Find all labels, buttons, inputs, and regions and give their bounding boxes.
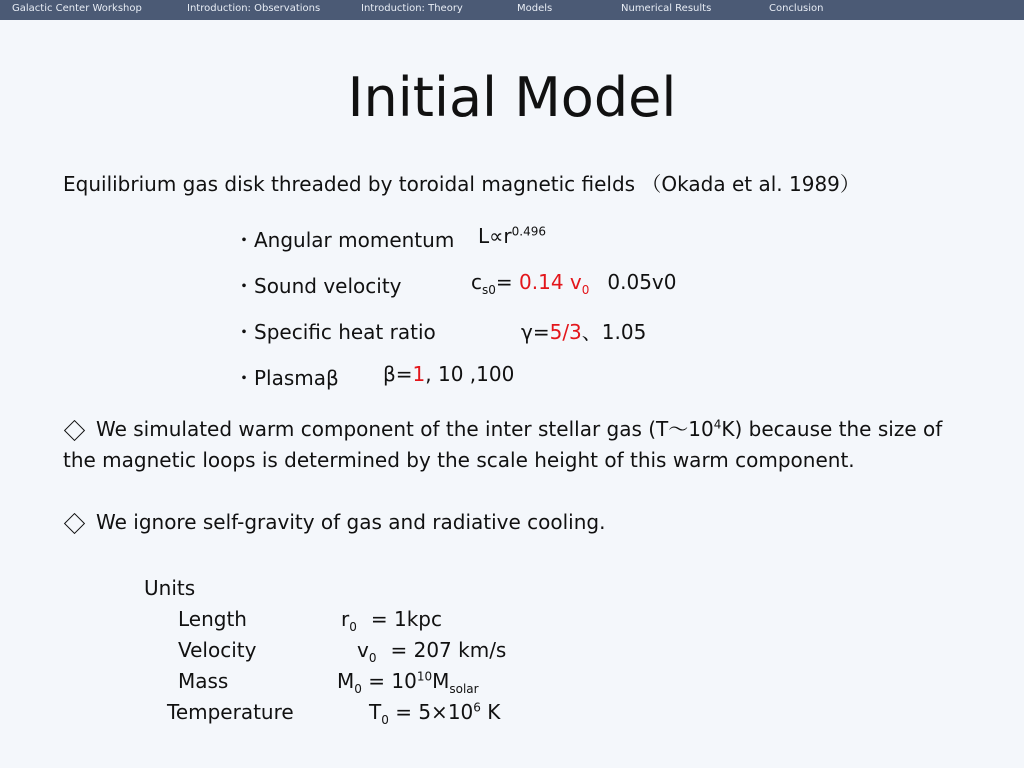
- sound-alt-value: 0.05v0: [607, 270, 677, 294]
- units-heading: Units: [144, 576, 196, 600]
- diamond-bullet-icon: [64, 419, 85, 440]
- units-temperature-label: Temperature: [167, 700, 294, 724]
- sound-c: c: [471, 270, 482, 294]
- mass-sub: 0: [354, 682, 362, 696]
- mass-symbol: M: [337, 669, 355, 693]
- bullet-self-gravity: [63, 507, 943, 538]
- nav-item-numerical-results[interactable]: Numerical Results: [621, 3, 712, 14]
- bullet-2-text: We ignore self-gravity of gas and radiative cooling.: [96, 510, 606, 534]
- velocity-sub: 0: [368, 651, 377, 665]
- length-sub: 0: [349, 620, 357, 634]
- units-velocity-value: [357, 638, 507, 665]
- param-beta-value: [383, 362, 514, 386]
- bullet-1-text-a: We simulated warm component of the inter stellar gas (T～10: [96, 417, 714, 441]
- nav-item-intro-observations[interactable]: Introduction: Observations: [187, 3, 321, 14]
- length-symbol: r: [341, 607, 350, 631]
- nav-item-conclusion[interactable]: Conclusion: [769, 3, 824, 14]
- sound-eq: =: [495, 270, 520, 294]
- sound-c-sub: s0: [482, 283, 496, 297]
- sound-selected-value: 0.14 v: [519, 270, 582, 294]
- units-mass-label: Mass: [178, 669, 229, 693]
- nav-item-intro-theory[interactable]: Introduction: Theory: [361, 3, 463, 14]
- units-length-label: Length: [178, 607, 247, 631]
- param-beta-label: ・Plasmaβ: [234, 366, 339, 390]
- temperature-symbol: T: [369, 700, 382, 724]
- units-mass-value: [337, 669, 479, 696]
- mass-msolar-sub: solar: [449, 682, 479, 696]
- heat-alt-value: 、1.05: [581, 320, 647, 344]
- param-heat-value: [521, 316, 646, 345]
- sound-value-sub: 0: [581, 283, 590, 297]
- angular-symbol: L∝r: [478, 224, 512, 248]
- beta-symbol: β=: [383, 362, 413, 386]
- diamond-bullet-icon: [64, 512, 85, 533]
- bullet-warm-component: [63, 414, 943, 476]
- beta-selected-value: 1: [412, 362, 426, 386]
- param-heat-label: ・Specific heat ratio: [234, 320, 436, 344]
- temperature-eq: = 5×10: [388, 700, 474, 724]
- temperature-sub: 0: [381, 713, 389, 727]
- velocity-symbol: v: [357, 638, 369, 662]
- bullet-1-text-b: K) because the size of the magnetic loops is determined by the scale height of this warm component.: [63, 417, 943, 472]
- param-sound-label: ・Sound velocity: [234, 274, 402, 298]
- intro-text: Equilibrium gas disk threaded by toroidal magnetic fields （Okada et al. 1989）: [63, 172, 860, 196]
- param-sound-value: [471, 270, 677, 297]
- mass-eq: = 10: [361, 669, 417, 693]
- heat-gamma: γ=: [521, 320, 550, 344]
- mass-msolar: M: [432, 669, 450, 693]
- slide-title: Initial Model: [347, 66, 677, 129]
- angular-exponent: 0.496: [511, 224, 547, 239]
- param-angular-label: ・Angular momentum: [234, 228, 455, 252]
- heat-selected-value: 5/3: [549, 320, 582, 344]
- temperature-exponent: 6: [473, 700, 481, 715]
- mass-exponent: 10: [416, 669, 433, 684]
- bullet-1-exponent: 4: [713, 417, 722, 432]
- velocity-rest: = 207 km/s: [390, 638, 507, 662]
- nav-item-galactic-center-workshop[interactable]: Galactic Center Workshop: [12, 3, 142, 14]
- nav-item-models[interactable]: Models: [517, 3, 553, 14]
- length-rest: = 1kpc: [370, 607, 442, 631]
- temperature-unit: K: [480, 700, 501, 724]
- top-navigation-bar: [0, 0, 1024, 20]
- units-velocity-label: Velocity: [178, 638, 257, 662]
- units-temperature-value: [369, 700, 501, 727]
- param-angular-value: [478, 224, 546, 248]
- units-length-value: [341, 607, 442, 634]
- beta-alt-value: , 10 ,100: [425, 362, 515, 386]
